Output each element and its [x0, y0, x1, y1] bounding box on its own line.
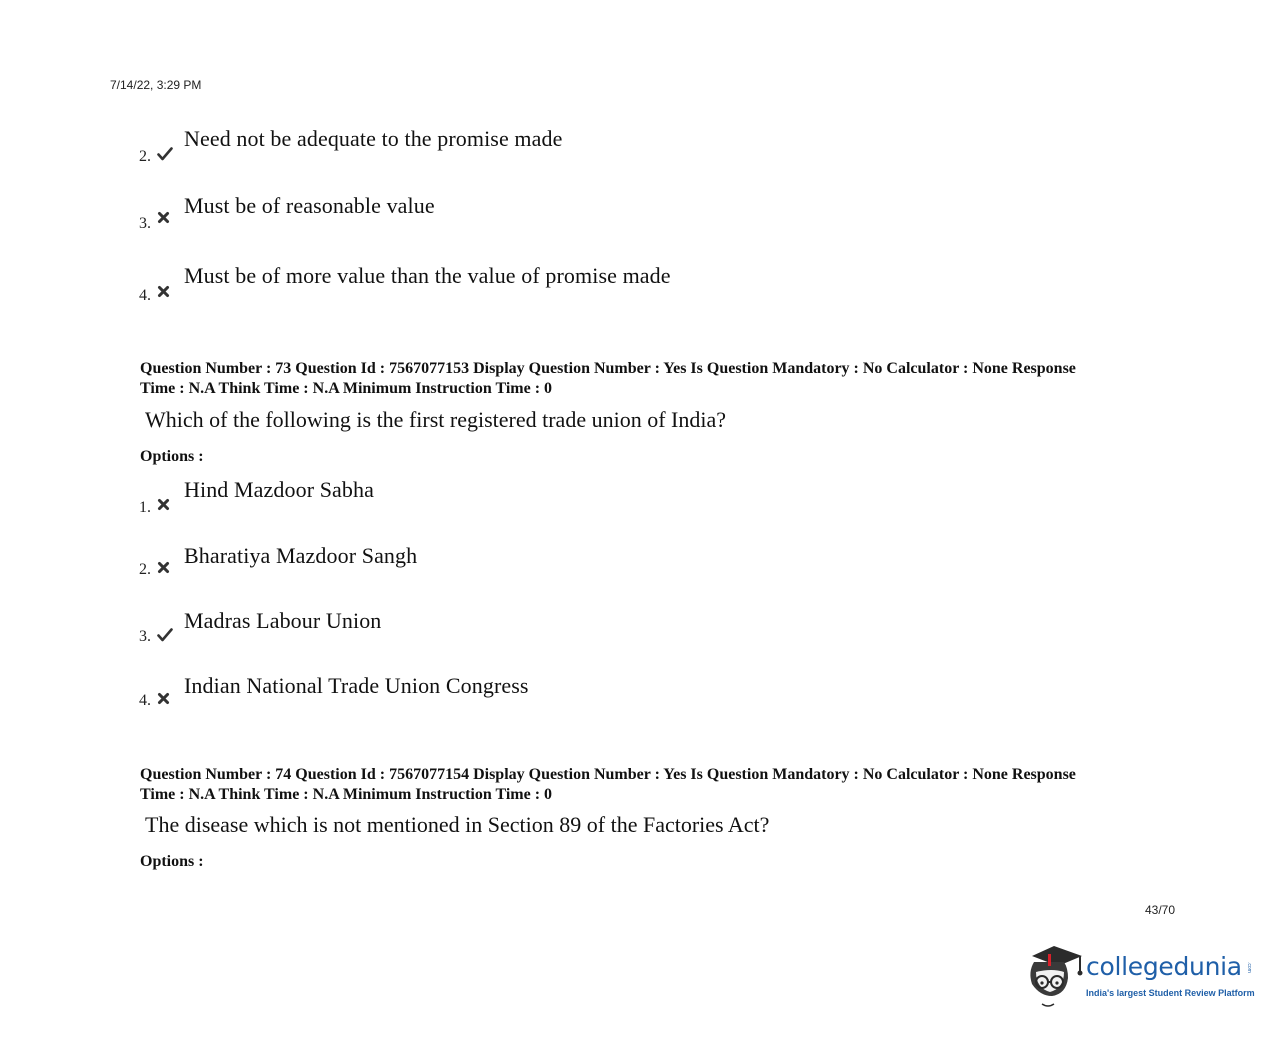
question-meta-line: Time : N.A Think Time : N.A Minimum Instruction Time : 0	[140, 379, 553, 397]
option-text: Madras Labour Union	[184, 608, 382, 633]
option-number: 3.	[139, 215, 151, 232]
cross-icon	[157, 285, 170, 298]
options-label: Options :	[140, 448, 204, 465]
question-meta-line: Question Number : 74 Question Id : 7567077154 Display Question Number : Yes Is Question Mandatory : No Calculator : None Response	[140, 766, 1076, 783]
cross-icon	[157, 561, 170, 574]
question-text: Which of the following is the first registered trade union of India?	[145, 407, 726, 432]
option-number: 3.	[139, 628, 151, 645]
logo-wordmark: collegedunia	[1086, 952, 1242, 981]
option-number: 1.	[139, 499, 151, 516]
check-icon	[157, 627, 173, 643]
option-number: 4.	[139, 287, 151, 304]
cross-icon	[157, 498, 170, 511]
option-number: 4.	[139, 692, 151, 709]
print-timestamp: 7/14/22, 3:29 PM	[110, 78, 202, 92]
option-text: Must be of reasonable value	[184, 193, 435, 218]
option-number: 2.	[139, 561, 151, 578]
cross-icon	[157, 692, 170, 705]
option-text: Must be of more value than the value of promise made	[184, 263, 671, 288]
question-text: The disease which is not mentioned in Section 89 of the Factories Act?	[145, 812, 770, 837]
cross-icon	[157, 211, 170, 224]
question-meta	[140, 359, 1170, 398]
option-text: Hind Mazdoor Sabha	[184, 477, 374, 502]
question-meta-line: Question Number : 73 Question Id : 7567077153 Display Question Number : Yes Is Question Mandatory : No Calculator : None Response	[140, 360, 1076, 377]
option-text: Bharatiya Mazdoor Sangh	[184, 543, 418, 568]
collegedunia-logo	[1022, 938, 1262, 1010]
page-number: 43/70	[1145, 903, 1176, 917]
options-label: Options :	[140, 853, 204, 870]
option-text: Need not be adequate to the promise made	[184, 126, 563, 151]
logo-tagline: India's largest Student Review Platform	[1086, 988, 1255, 998]
question-meta	[140, 765, 1170, 804]
option-text: Indian National Trade Union Congress	[184, 673, 529, 698]
check-icon	[157, 146, 173, 162]
option-number: 2.	[139, 148, 151, 165]
logo-domain-suffix: .com	[1246, 962, 1252, 973]
question-meta-line: Time : N.A Think Time : N.A Minimum Instruction Time : 0	[140, 785, 553, 803]
mascot-icon	[1022, 938, 1086, 1010]
